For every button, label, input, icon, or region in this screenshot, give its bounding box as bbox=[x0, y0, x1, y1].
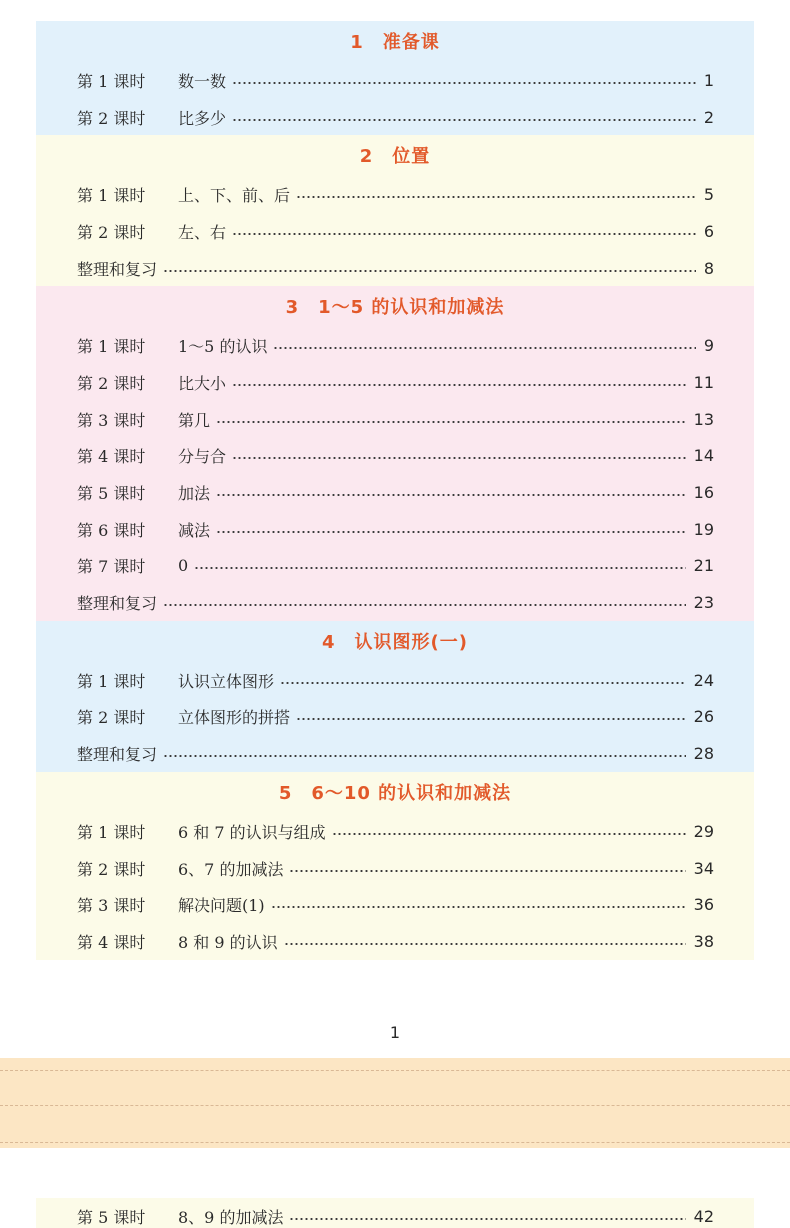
section-title: 1 准备课 bbox=[350, 32, 440, 53]
toc-entry[interactable] bbox=[36, 176, 754, 213]
lesson-label: 第 2 课时 bbox=[77, 859, 146, 879]
dot-leader bbox=[163, 270, 696, 272]
toc-entry[interactable] bbox=[36, 850, 754, 887]
entry-title: 左、右 bbox=[178, 222, 227, 242]
toc-entry[interactable] bbox=[36, 699, 754, 736]
toc-entry[interactable] bbox=[36, 735, 754, 772]
page-ref: 8 bbox=[703, 258, 714, 278]
page-ref: 9 bbox=[703, 336, 714, 356]
dot-leader bbox=[289, 870, 685, 872]
page-ref: 36 bbox=[693, 895, 714, 915]
entry-title: 减法 bbox=[178, 520, 211, 540]
page-ref: 5 bbox=[703, 185, 714, 205]
page-ref: 16 bbox=[693, 483, 714, 503]
toc-entry[interactable] bbox=[36, 923, 754, 960]
lesson-label: 第 4 课时 bbox=[77, 447, 146, 467]
dashed-rule bbox=[0, 1142, 790, 1144]
entry-title: 加法 bbox=[178, 484, 211, 504]
lesson-label: 第 7 课时 bbox=[77, 557, 146, 577]
section-title: 4 认识图形(一) bbox=[322, 631, 468, 653]
entry-title: 第几 bbox=[178, 410, 211, 430]
lesson-label: 第 3 课时 bbox=[77, 410, 146, 430]
lesson-label: 第 1 课时 bbox=[77, 337, 146, 357]
dot-leader bbox=[232, 233, 696, 235]
entry-title: 解决问题(1) bbox=[178, 896, 265, 916]
lesson-label: 第 1 课时 bbox=[77, 822, 146, 842]
page-ref: 24 bbox=[693, 670, 714, 690]
entry-title: 比多少 bbox=[178, 108, 227, 128]
table-of-contents bbox=[36, 21, 754, 960]
lesson-label: 第 1 课时 bbox=[77, 671, 146, 691]
lesson-label: 第 1 课时 bbox=[77, 186, 146, 206]
page-ref: 14 bbox=[693, 446, 714, 466]
dot-leader bbox=[289, 1218, 685, 1220]
dot-leader bbox=[296, 718, 686, 720]
page-ref: 38 bbox=[693, 931, 714, 951]
toc-entry[interactable] bbox=[36, 327, 754, 364]
page-ref: 11 bbox=[693, 372, 714, 392]
dot-leader bbox=[216, 421, 686, 423]
entry-title: 6 和 7 的认识与组成 bbox=[178, 822, 326, 842]
page-ref: 2 bbox=[703, 107, 714, 127]
table-of-contents-continued bbox=[36, 1198, 754, 1228]
toc-entry[interactable] bbox=[36, 548, 754, 585]
section-title: 5 6～10 的认识和加减法 bbox=[278, 783, 512, 804]
page-ref: 34 bbox=[693, 858, 714, 878]
toc-entry[interactable] bbox=[36, 438, 754, 475]
review-label: 整理和复习 bbox=[77, 745, 158, 765]
entry-title: 6、7 的加减法 bbox=[178, 859, 284, 879]
lesson-label: 第 1 课时 bbox=[77, 71, 146, 91]
entry-title: 认识立体图形 bbox=[178, 671, 275, 691]
page-ref: 23 bbox=[693, 593, 714, 613]
page-ref: 42 bbox=[693, 1206, 714, 1226]
entry-title: 0 bbox=[178, 556, 189, 576]
entry-title: 分与合 bbox=[178, 447, 227, 467]
section-2 bbox=[36, 135, 754, 286]
section-3 bbox=[36, 286, 754, 621]
toc-entry[interactable] bbox=[36, 213, 754, 250]
dot-leader bbox=[296, 196, 696, 198]
toc-entry[interactable] bbox=[36, 584, 754, 621]
dot-leader bbox=[163, 604, 686, 606]
toc-entry[interactable] bbox=[36, 813, 754, 850]
toc-entry[interactable] bbox=[36, 662, 754, 699]
page-ref: 21 bbox=[693, 556, 714, 576]
dot-leader bbox=[332, 833, 686, 835]
section-4 bbox=[36, 621, 754, 772]
toc-entry[interactable] bbox=[36, 250, 754, 287]
dot-leader bbox=[232, 457, 686, 459]
lesson-label: 第 4 课时 bbox=[77, 932, 146, 952]
page-ref: 19 bbox=[693, 519, 714, 539]
toc-entry[interactable] bbox=[36, 401, 754, 438]
dot-leader bbox=[284, 943, 686, 945]
toc-entry[interactable] bbox=[36, 1198, 754, 1228]
review-label: 整理和复习 bbox=[77, 259, 158, 279]
dot-leader bbox=[273, 347, 695, 349]
review-label: 整理和复习 bbox=[77, 594, 158, 614]
entry-title: 比大小 bbox=[178, 373, 227, 393]
entry-title: 1～5 的认识 bbox=[178, 337, 268, 357]
toc-entry[interactable] bbox=[36, 99, 754, 136]
page-ref: 1 bbox=[703, 70, 714, 90]
section-title: 3 1～5 的认识和加减法 bbox=[285, 297, 505, 319]
toc-entry[interactable] bbox=[36, 474, 754, 511]
page-ref: 13 bbox=[693, 409, 714, 429]
dot-leader bbox=[216, 494, 686, 496]
entry-title: 立体图形的拼搭 bbox=[178, 708, 291, 728]
section-1 bbox=[36, 21, 754, 135]
entry-title: 8、9 的加减法 bbox=[178, 1207, 284, 1227]
dot-leader bbox=[280, 682, 686, 684]
lesson-label: 第 5 课时 bbox=[77, 484, 146, 504]
dot-leader bbox=[163, 755, 686, 757]
toc-entry[interactable] bbox=[36, 511, 754, 548]
page-ref: 26 bbox=[693, 707, 714, 727]
section-title: 2 位置 bbox=[359, 146, 431, 168]
lesson-label: 第 2 课时 bbox=[77, 708, 146, 728]
dot-leader bbox=[194, 567, 685, 569]
dashed-rule bbox=[0, 1070, 790, 1072]
entry-title: 数一数 bbox=[178, 71, 227, 91]
lesson-label: 第 2 课时 bbox=[77, 222, 146, 242]
toc-entry[interactable] bbox=[36, 364, 754, 401]
page-number: 1 bbox=[389, 1023, 401, 1042]
dot-leader bbox=[232, 82, 696, 84]
section-5 bbox=[36, 772, 754, 960]
lesson-label: 第 6 课时 bbox=[77, 520, 146, 540]
lesson-label: 第 2 课时 bbox=[77, 373, 146, 393]
lesson-label: 第 3 课时 bbox=[77, 896, 146, 916]
dot-leader bbox=[216, 531, 686, 533]
page-ref: 29 bbox=[693, 821, 714, 841]
toc-entry[interactable] bbox=[36, 62, 754, 99]
page-ref: 6 bbox=[703, 221, 714, 241]
lesson-label: 第 5 课时 bbox=[77, 1207, 146, 1227]
entry-title: 上、下、前、后 bbox=[178, 186, 291, 206]
toc-entry[interactable] bbox=[36, 886, 754, 923]
entry-title: 8 和 9 的认识 bbox=[178, 932, 278, 952]
dashed-rule bbox=[0, 1105, 790, 1107]
lined-paper-band bbox=[0, 1058, 790, 1148]
lesson-label: 第 2 课时 bbox=[77, 108, 146, 128]
dot-leader bbox=[232, 384, 686, 386]
dot-leader bbox=[232, 119, 696, 121]
page-ref: 28 bbox=[693, 744, 714, 764]
dot-leader bbox=[271, 906, 686, 908]
